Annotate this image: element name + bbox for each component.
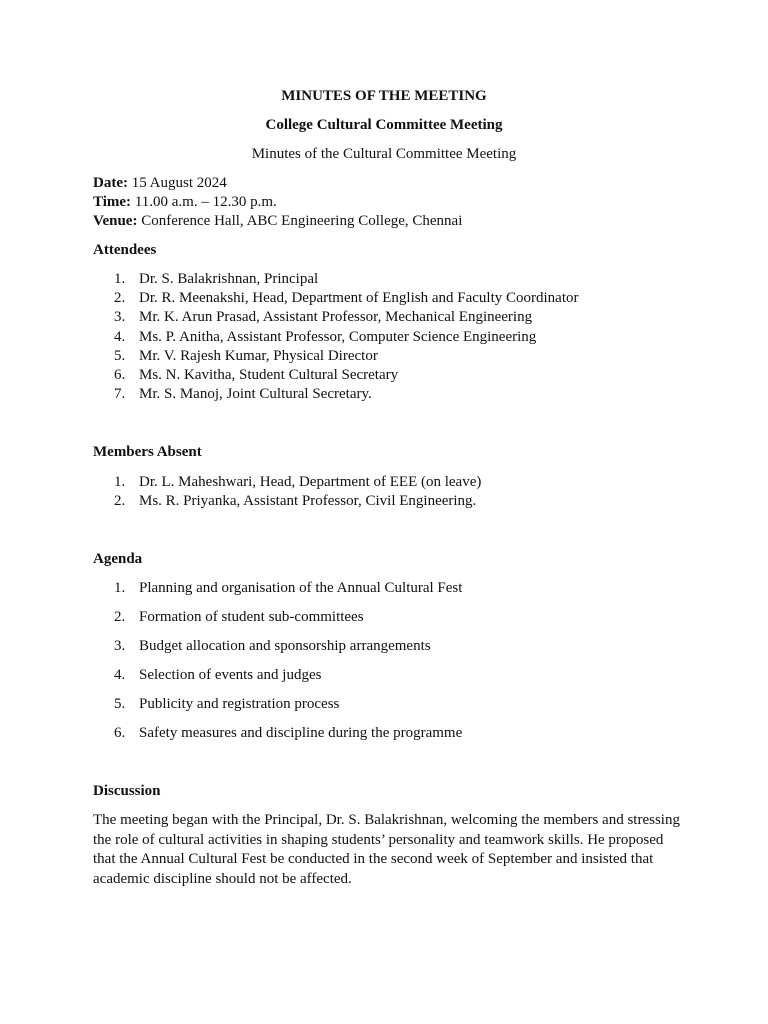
discussion-heading: Discussion — [93, 783, 161, 799]
list-text: Ms. R. Priyanka, Assistant Professor, Civil Engineering. — [139, 493, 477, 509]
list-text: Selection of events and judges — [139, 667, 322, 683]
list-number: 1. — [114, 474, 126, 490]
list-number: 6. — [114, 725, 126, 741]
list-number: 3. — [114, 309, 126, 325]
date-value: 15 August 2024 — [131, 175, 227, 191]
meeting-time — [93, 194, 277, 211]
list-number: 1. — [114, 580, 126, 596]
list-number: 2. — [114, 290, 126, 306]
venue-label: Venue: — [93, 213, 138, 229]
list-number: 5. — [114, 348, 126, 364]
document-title: MINUTES OF THE MEETING — [281, 88, 487, 104]
list-text: Dr. L. Maheshwari, Head, Department of EEE (on leave) — [139, 474, 482, 490]
list-number: 2. — [114, 493, 126, 509]
absent-heading: Members Absent — [93, 444, 202, 460]
meeting-venue — [93, 213, 462, 230]
date-label: Date: — [93, 175, 128, 191]
list-number: 6. — [114, 367, 126, 383]
list-text: Budget allocation and sponsorship arrangements — [139, 638, 431, 654]
list-text: Ms. P. Anitha, Assistant Professor, Computer Science Engineering — [139, 329, 537, 345]
list-text: Dr. S. Balakrishnan, Principal — [139, 271, 319, 287]
discussion-paragraph: The meeting began with the Principal, Dr. S. Balakrishnan, welcoming the members and stressing the role of cultural activities in shaping students’ personality and teamwork skills. He proposed that the Annual Cultural Fest be conducted in the second week of September and insisted that academic discipline should not be affected. — [93, 812, 680, 887]
agenda-heading: Agenda — [93, 551, 143, 567]
list-text: Ms. N. Kavitha, Student Cultural Secretary — [139, 367, 399, 383]
list-text: Publicity and registration process — [139, 696, 340, 712]
list-number: 4. — [114, 667, 126, 683]
list-text: Mr. K. Arun Prasad, Assistant Professor, Mechanical Engineering — [139, 309, 533, 325]
list-text: Formation of student sub-committees — [139, 609, 364, 625]
list-number: 1. — [114, 271, 126, 287]
list-text: Safety measures and discipline during the programme — [139, 725, 463, 741]
venue-value: Conference Hall, ABC Engineering College, Chennai — [141, 213, 463, 229]
time-label: Time: — [93, 194, 132, 210]
attendees-heading: Attendees — [93, 242, 157, 258]
meeting-date — [93, 175, 227, 192]
time-value: 11.00 a.m. – 12.30 p.m. — [134, 194, 277, 210]
list-text: Dr. R. Meenakshi, Head, Department of English and Faculty Coordinator — [139, 290, 579, 306]
document-subtitle: College Cultural Committee Meeting — [265, 117, 503, 133]
document-subheading: Minutes of the Cultural Committee Meeting — [251, 146, 517, 162]
list-number: 2. — [114, 609, 126, 625]
list-number: 4. — [114, 329, 126, 345]
list-text: Planning and organisation of the Annual Cultural Fest — [139, 580, 463, 596]
list-number: 7. — [114, 386, 126, 402]
list-text: Mr. S. Manoj, Joint Cultural Secretary. — [139, 386, 372, 402]
list-number: 3. — [114, 638, 126, 654]
list-text: Mr. V. Rajesh Kumar, Physical Director — [139, 348, 378, 364]
list-number: 5. — [114, 696, 126, 712]
